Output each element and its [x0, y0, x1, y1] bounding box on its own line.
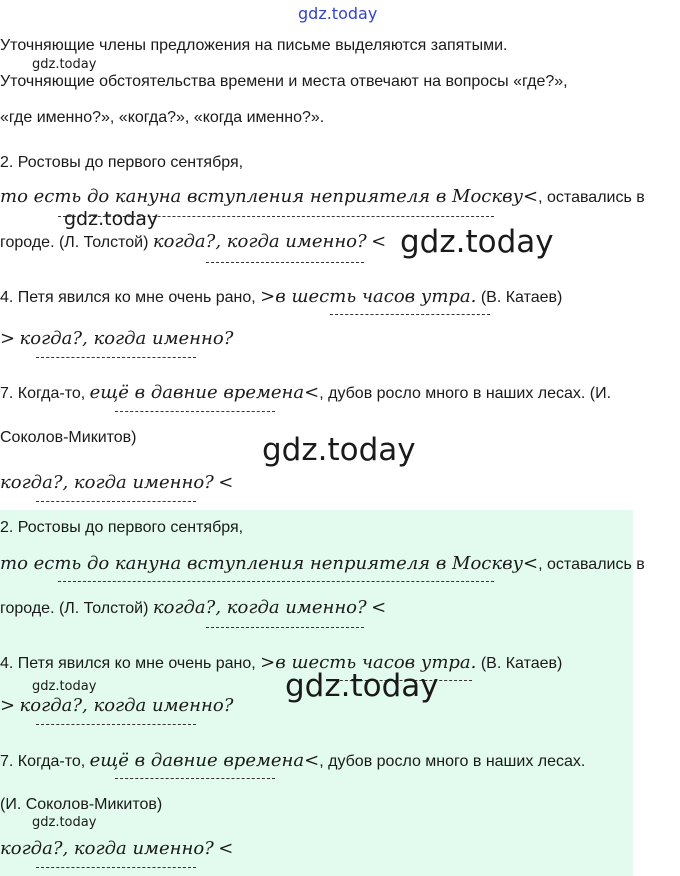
ex2b-answer-line — [0, 597, 386, 619]
ex7-phrase-underline — [115, 411, 275, 412]
ex2b-bracket-close: < — [523, 553, 539, 574]
ex2-bracket-open: < — [371, 231, 387, 252]
ex2-bracket-close: < — [523, 186, 539, 207]
ex2-questions-underline — [206, 262, 364, 263]
ex7b-tail: , дубов росло много в наших лесах. — [319, 753, 586, 770]
ex7b-questions-underline — [36, 867, 196, 868]
theory-line-3: «где именно?», «когда?», «когда именно?». — [0, 109, 325, 126]
ex7-questions: когда?, когда именно? — [0, 472, 214, 493]
ex4-line — [0, 286, 562, 308]
ex4-text: 4. Петя явился ко мне очень рано, — [0, 289, 256, 306]
watermark-mid-1: gdz.today — [64, 208, 159, 230]
ex7b-bracket: < — [304, 750, 320, 771]
ex2-questions: когда?, когда именно? — [152, 231, 367, 252]
ex7-questions-line — [0, 472, 233, 493]
ex7-text-start: 7. Когда-то, — [0, 385, 86, 402]
ex7-questions-underline — [36, 501, 196, 502]
ex4-author: (В. Катаев) — [480, 289, 563, 306]
ex4b-questions-underline — [36, 724, 196, 725]
ex7-bracket: < — [304, 382, 320, 403]
watermark-small-3: gdz.today — [32, 815, 97, 830]
ex4b-phrase: в шесть часов утра. — [275, 652, 477, 673]
ex2b-bracket-open: < — [371, 597, 387, 618]
ex2-phrase-line — [0, 186, 645, 208]
theory-line-1: Уточняющие члены предложения на письме выделяются запятыми. — [0, 37, 508, 54]
ex4b-questions: когда?, когда именно? — [19, 695, 234, 716]
ex2b-phrase-underline — [58, 581, 494, 582]
ex7b-line — [0, 750, 585, 772]
ex4b-line — [0, 652, 562, 674]
ex7b-q-bracket: < — [218, 838, 234, 859]
ex4b-questions-line — [0, 695, 233, 716]
watermark-top: gdz.today — [298, 4, 378, 23]
ex4-phrase-underline — [330, 314, 490, 315]
ex7b-questions-line — [0, 838, 233, 859]
ex7b-phrase: ещё в давние времена — [89, 750, 305, 771]
ex7-phrase: ещё в давние времена — [89, 382, 305, 403]
ex2b-phrase-line — [0, 553, 645, 575]
ex4b-author: (В. Катаев) — [480, 655, 563, 672]
ex2b-source: городе. (Л. Толстой) — [0, 600, 149, 617]
ex4-questions-underline — [36, 357, 196, 358]
ex4-questions-line — [0, 328, 233, 349]
watermark-large-1: gdz.today — [400, 224, 554, 260]
ex7-author: Соколов-Микитов) — [0, 429, 137, 446]
watermark-small-2: gdz.today — [32, 679, 97, 694]
ex2b-tail: , оставались в — [538, 556, 645, 573]
ex4b-q-bracket: > — [0, 695, 16, 716]
ex7-q-bracket: < — [218, 472, 234, 493]
ex4b-text: 4. Петя явился ко мне очень рано, — [0, 655, 256, 672]
ex7b-phrase-underline — [115, 778, 275, 779]
watermark-small-1: gdz.today — [32, 57, 97, 72]
ex2-source: городе. (Л. Толстой) — [0, 234, 149, 251]
ex2-answer-line — [0, 231, 386, 253]
ex4-bracket: > — [260, 286, 276, 307]
ex2-tail: , оставались в — [538, 189, 645, 206]
ex7-line — [0, 382, 611, 404]
watermark-large-2: gdz.today — [262, 432, 416, 468]
ex2b-phrase: то есть до кануна вступления неприятеля в Москву — [0, 553, 524, 574]
ex4-q-bracket: > — [0, 328, 16, 349]
ex2b-questions: когда?, когда именно? — [152, 597, 367, 618]
ex4-questions: когда?, когда именно? — [19, 328, 234, 349]
theory-line-2: Уточняющие обстоятельства времени и места отвечают на вопросы «где?», — [0, 73, 568, 90]
ex7b-questions: когда?, когда именно? — [0, 838, 214, 859]
ex2-phrase: то есть до кануна вступления неприятеля в Москву — [0, 186, 524, 207]
ex7b-author: (И. Соколов-Микитов) — [0, 796, 163, 813]
ex2-intro: 2. Ростовы до первого сентября, — [0, 154, 244, 171]
ex7b-text-start: 7. Когда-то, — [0, 753, 86, 770]
ex4-phrase: в шесть часов утра. — [275, 286, 477, 307]
ex4b-bracket: > — [260, 652, 276, 673]
ex2b-questions-underline — [206, 627, 364, 628]
ex2b-intro: 2. Ростовы до первого сентября, — [0, 519, 244, 536]
watermark-large-3: gdz.today — [285, 668, 439, 704]
ex7-tail: , дубов росло много в наших лесах. (И. — [319, 385, 612, 402]
